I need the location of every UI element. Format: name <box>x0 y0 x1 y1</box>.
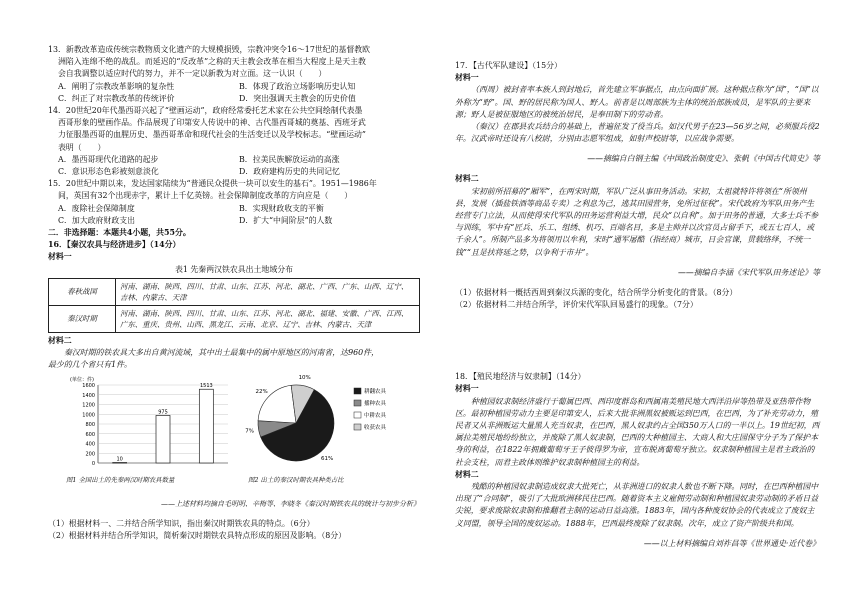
q17-title: 17．【古代军队建设】（15分） <box>455 61 562 70</box>
fig1-caption: 图1 全国出土的先秦两汉时期农具数量 <box>66 476 175 485</box>
q18-title: 18．【殖民地经济与奴隶制】（14分） <box>455 372 586 382</box>
table-row-head: 春秋战国 <box>49 278 116 305</box>
q13-stem-line3: 会自我调整以适应时代的努力，并不一定以新教为对立面。这一认识（ ） <box>58 69 327 79</box>
y-tick-label: 1600 <box>82 383 95 390</box>
legend-swatch <box>354 424 361 430</box>
q17-sub2: （2）依据材料二并结合所学，评价宋代军队回易盛行的现象。（7分） <box>455 300 698 310</box>
bar <box>113 463 127 464</box>
q17-material1-p1: （西周）被封者率本族人到封地后，首先建立军事据点，由点向面扩展。这种据点称为“国”，“国”以外称为“野”。国、野的居民称为国人、野人。前者是以周部族为主体的统治部族成员，是军队的主要来源；野人是被征服地区的被统治居民，是奉田制下的劳动者。 <box>455 85 819 119</box>
q16-distribution-table <box>48 278 420 333</box>
legend-label: 播种农具 <box>364 401 387 408</box>
q15-option-a[interactable]: A．废除社会保障制度 <box>58 203 135 213</box>
y-tick-label: 600 <box>85 432 95 439</box>
bar-value-label: 975 <box>158 409 168 416</box>
q13-option-c[interactable]: C．纠正了对宗教改革的传统评价 <box>58 93 175 103</box>
q16-material2-line2: 最少的几个省只有1件。 <box>48 360 132 370</box>
q15-option-c[interactable]: C．加大政府财政支出 <box>58 215 136 225</box>
q15-stem-line1: 15．20世纪中期以来，发达国家陆续为“普通民众提供一块可以安生的基石”。1951—1986年 <box>48 179 377 189</box>
q15-stem-line2: 间，英国有32个出现赤字，累计上千亿英镑。社会保障制度改革的方向应是（ ） <box>58 191 353 201</box>
q17-sub1: （1）依据材料一概括西周到秦汉兵源的变化，结合所学分析变化的背景。（8分） <box>455 287 738 297</box>
bar <box>156 416 170 464</box>
legend-label: 耕翻农具 <box>364 389 387 396</box>
q13-stem-line2: 洲陷入连绵不绝的战乱。而延迟的“反改革”之称的天主教会改革在相当大程度上是天主教 <box>58 57 366 67</box>
q17-material1-p2: （秦汉）在郡县农兵结合的基础上，普遍征发了役当兵。如汉代男子在23—56岁之间，必须服兵役2年。汉武帝时还设有八校尉，分别由志愿军组成，如射声校尉等，以应战争需要。 <box>455 122 820 144</box>
q17-material2-p1: 宋初前所招募的“厢军”，在两宋时期，军队广泛从事田务活动。宋初，太祖就特许将领在“所领州县，发展（插盐铁酒等商品专卖）之利息为己，逃其田园营务，免所过征税”。宋代政府为军队田务产生经营专门立法，从而使得宋代军队的田务运营利益大增，民众“以自利”。加于田务的普通，大多士兵不参与训练，军中有“匠兵、乐工、组绣、机巧、百端名目，多是主帅并以次官员占留手下，或五七百人，或千余人”。所制产品多为将领用以牟利，宋时“通军屠酷（指经商）城市，日会官课，贯载络绎，不统一钱”“且是扶将延之势，以争利于市井”。 <box>455 186 819 257</box>
q18-material1-p1: 种植园奴隶制经济盛行于葡属巴西、西印度群岛和西属南美殖民地大西洋沿岸等热带及亚热带作物区。最初种植园劳动力主要是印第安人，后来大批非洲黑奴被贩运到巴西，在巴西，为了补充劳动力，殖民者又从非洲贩运大量黑人充当奴隶，在巴西，黑人奴隶约占全国350万人口的一半以上。19世纪初，西属拉美殖民地纷纷独立，并废除了黑人奴隶制，巴西的大种植园主、大商人和大庄园保守分子为了保护本身的利益，在1822年拥戴葡萄牙王子彼得罗为帝，宣布脱离葡萄牙独立。奴隶制种植园主是君主政治的社会支柱，而君主政体则维护奴隶制种植园主的利益。 <box>455 396 820 467</box>
q14-stem-line1: 14．20世纪20年代墨西哥兴起了“壁画运动”，政府经常委托艺术家在公共空间绘制代表墨 <box>48 106 363 116</box>
q16-table-caption: 表1 先秦两汉铁农具出土地域分布 <box>175 264 293 274</box>
q17-material2-source: ——摘编自李涵《宋代军队田务述论》等 <box>677 267 820 277</box>
q17-material2-label: 材料二 <box>455 174 479 184</box>
table-row <box>49 305 420 332</box>
q14-option-d[interactable]: D．政府建构历史的共同记忆 <box>239 167 341 177</box>
right-column <box>455 60 820 558</box>
y-tick-label: 1200 <box>82 402 95 409</box>
q16-material2-line1: 秦汉时期的铁农具大多出自黄河流域，其中出土最集中的属中原地区的河南省，达960件， <box>64 348 379 358</box>
fig2-caption: 图2 出土的秦汉时期农具种类占比 <box>248 476 344 485</box>
q13-option-d[interactable]: D．突出强调天主教会的历史价值 <box>239 93 356 103</box>
table-cell: 河南、湖南、陕西、四川、甘肃、山东、江苏、河北、湖北、福建、安徽、广西、江西、广东、重庆、贵州、山西、黑龙江、云南、北京、辽宁、吉林、内蒙古、天津 <box>116 305 420 332</box>
bar-chart <box>68 373 238 473</box>
q15-option-b[interactable]: B．实现财政收支的平衡 <box>239 203 324 213</box>
legend-swatch <box>354 388 361 394</box>
legend-swatch <box>354 412 361 418</box>
table-row-head: 秦汉时期 <box>49 305 116 332</box>
section-heading: 二．非选择题：本题共4小题，共55分。 <box>48 228 191 238</box>
q14-option-c[interactable]: C．意识形态色彩被刻意淡化 <box>58 167 159 177</box>
q18-source: ——以上材料摘编自刘祚昌等《世界通史·近代卷》 <box>643 538 820 548</box>
q13-options <box>48 81 420 105</box>
q14-stem-line2: 西哥形象的壁画作品。作品展现了印第安人传说中的神、古代墨西哥城的奠基、西班牙武 <box>58 118 366 128</box>
legend-label: 收获农具 <box>364 425 387 432</box>
bar-value-label: 10 <box>116 456 123 463</box>
q16-title: 16．【秦汉农具与经济进步】（14分） <box>48 240 181 250</box>
q13-stem-line1: 13．新教改革造成传统宗教物质文化遗产的大规模损毁，宗教冲突令16～17世纪的基督教欧 <box>48 45 371 54</box>
pie-slice-label: 22% <box>255 389 268 396</box>
q16-sub1: （1）根据材料一、二并结合所学知识，指出秦汉时期铁农具的特点。（6分） <box>48 518 315 528</box>
q14-options <box>48 154 420 178</box>
y-axis-label: (单位：件) <box>70 377 94 384</box>
q15-option-d[interactable]: D．扩大“中间阶层”的人数 <box>239 215 333 225</box>
q13-option-a[interactable]: A．阐明了宗教改革影响的复杂性 <box>58 81 175 91</box>
q16-source: ——上述材料均摘自毛明明、辛梅等、李晓冬《秦汉时期铁农具的统计与初步分析》 <box>161 500 420 509</box>
q17-material1-source: ——摘编自白钢主编《中国政治制度史》、张帆《中国古代简史》等 <box>587 154 820 164</box>
q14-stem-line4: 表明（ ） <box>58 142 106 152</box>
pie-slice-label: 10% <box>298 375 311 382</box>
q16-material1-label: 材料一 <box>48 252 72 262</box>
q16-material2-label: 材料二 <box>48 335 72 345</box>
q16-figures <box>48 373 420 491</box>
pie-slice-label: 61% <box>321 456 334 463</box>
pie-slice-label: 7% <box>245 428 254 435</box>
bar-value-label: 1513 <box>199 383 213 390</box>
q16-sub2: （2）根据材料并结合所学知识，简析秦汉时期铁农具特点形成的原因及影响。（8分） <box>48 530 347 540</box>
q14-option-a[interactable]: A．墨西哥现代化道路的起步 <box>58 154 159 164</box>
q14-stem-line3: 力征服墨西哥的血腥历史、墨西哥革命和现代社会的生活变迁以及学校标志。“壁画运动” <box>58 130 366 140</box>
table-cell: 河南、湖南、陕西、四川、甘肃、山东、江苏、河北、湖北、广西、广东、山西、辽宁、吉林、内蒙古、天津 <box>116 278 420 305</box>
table-row <box>49 278 420 305</box>
y-tick-label: 200 <box>85 451 95 458</box>
q15-options <box>48 203 420 227</box>
y-tick-label: 1000 <box>82 412 95 419</box>
q17-material1-label: 材料一 <box>455 73 479 83</box>
q18-material1-label: 材料一 <box>455 384 479 394</box>
legend-swatch <box>354 400 361 406</box>
y-tick-label: 400 <box>85 441 95 448</box>
left-column <box>48 44 420 542</box>
q18-material2-p1: 残酷的种植园奴隶制造成奴隶大批死亡，从非洲进口的奴隶人数也不断下降。同时，在巴西种植园中出现了“合同制”，吸引了大批欧洲移民往巴西。随着资本主义雇佣劳动制和种植园奴隶劳动制的矛盾日益尖锐，要求废除奴隶制和推翻君主制的运动日益高涨。1883年，国内各种废奴协会的代表成立了废奴主义同盟，领导全国的废奴运动。1888年，巴西最终废除了奴隶制。次年，成立了资产阶级共和国。 <box>455 482 819 528</box>
spacer <box>455 311 820 371</box>
pie-chart <box>245 373 408 473</box>
legend-label: 中耕农具 <box>364 413 387 420</box>
q18-material2-label: 材料二 <box>455 469 479 479</box>
q14-option-b[interactable]: B．拉美民族解放运动的高涨 <box>239 154 340 164</box>
q13-option-b[interactable]: B．体现了政治立场影响历史认知 <box>239 81 356 91</box>
y-tick-label: 800 <box>85 422 95 429</box>
y-tick-label: 0 <box>91 461 95 468</box>
y-tick-label: 1400 <box>82 393 95 400</box>
bar <box>199 390 213 464</box>
